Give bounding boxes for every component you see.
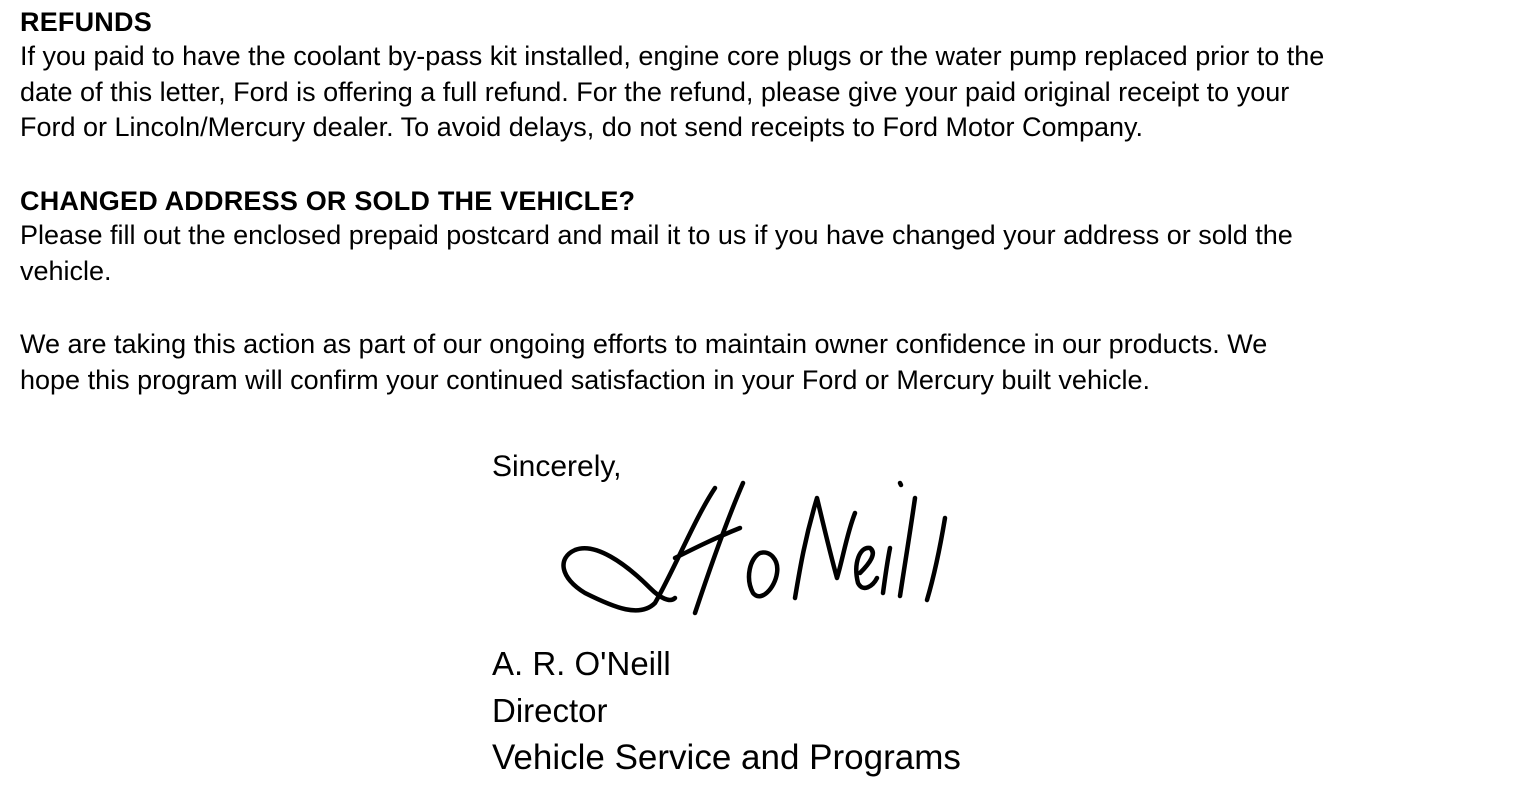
changed-address-section bbox=[20, 184, 1520, 289]
signer-name: A. R. O'Neill bbox=[492, 645, 671, 682]
signer-department: Vehicle Service and Programs bbox=[492, 738, 961, 777]
changed-address-line-2: vehicle. bbox=[20, 255, 112, 286]
refunds-heading: REFUNDS bbox=[20, 7, 152, 37]
refunds-line-3: Ford or Lincoln/Mercury dealer. To avoid delays, do not send receipts to Ford Motor Company. bbox=[20, 112, 1144, 142]
changed-address-line-1: Please fill out the enclosed prepaid postcard and mail it to us if you have changed your address or sold the bbox=[20, 220, 1293, 250]
signer-title: Director bbox=[492, 692, 608, 729]
closing-paragraph bbox=[20, 327, 1520, 398]
refunds-line-2: date of this letter, Ford is offering a full refund. For the refund, please give your paid original receipt to your bbox=[20, 76, 1290, 107]
refunds-line-1: If you paid to have the coolant by-pass kit installed, engine core plugs or the water pump replaced prior to the bbox=[20, 41, 1325, 71]
refunds-section bbox=[20, 5, 1520, 146]
changed-address-heading: CHANGED ADDRESS OR SOLD THE VEHICLE? bbox=[20, 186, 636, 216]
salutation: Sincerely, bbox=[492, 450, 622, 483]
closing-line-2: hope this program will confirm your continued satisfaction in your Ford or Mercury built vehicle. bbox=[20, 364, 1150, 395]
handwritten-signature-icon bbox=[555, 478, 965, 623]
closing-line-1: We are taking this action as part of our ongoing efforts to maintain owner confidence in our products. We bbox=[20, 329, 1268, 359]
